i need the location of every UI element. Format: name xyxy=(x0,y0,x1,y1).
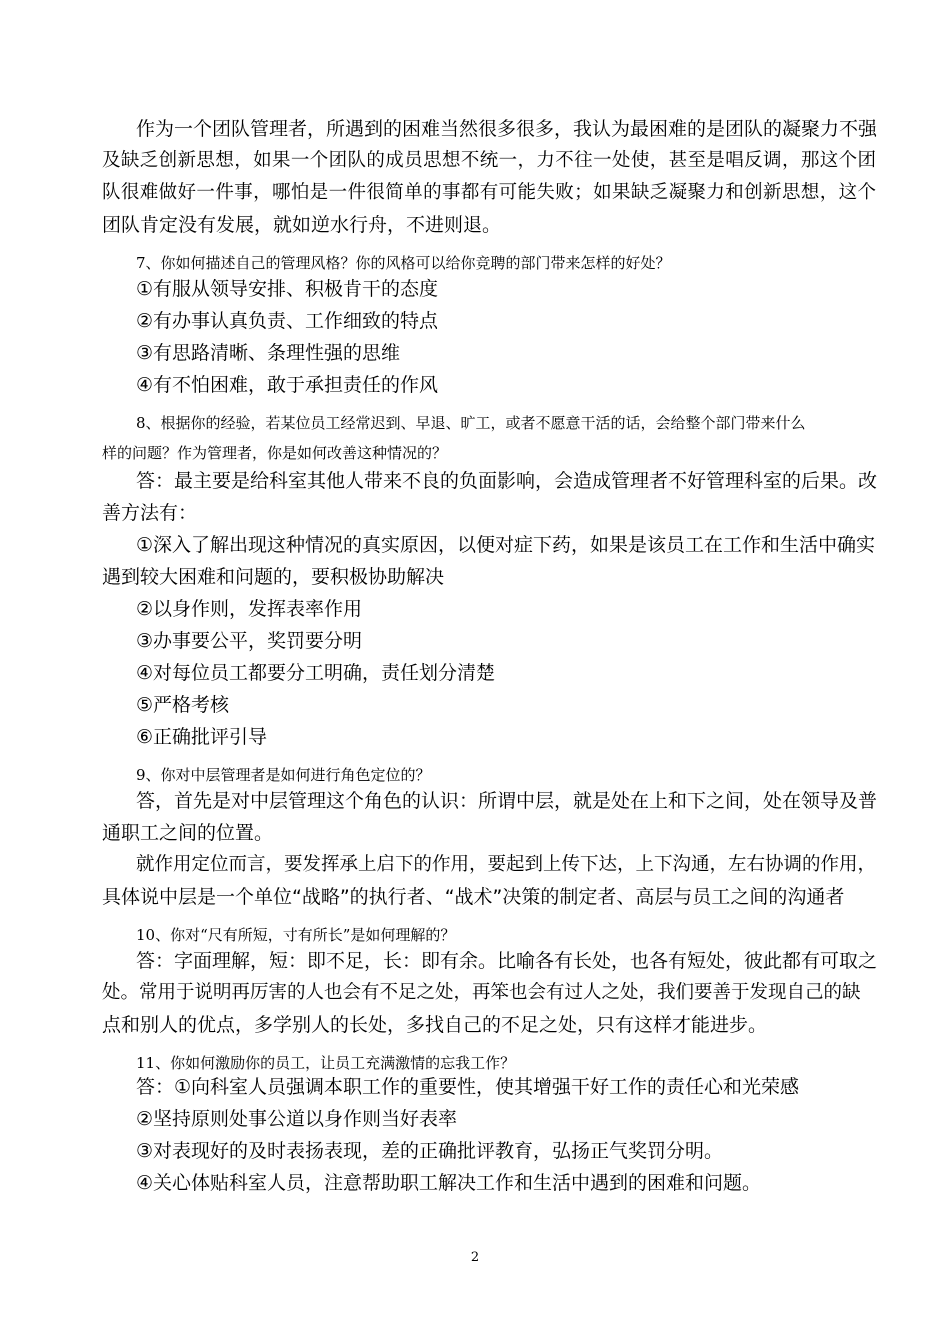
answer-line: 通职工之间的位置。 xyxy=(102,822,274,844)
question-heading: 9、你对中层管理者是如何进行角色定位的？ xyxy=(136,766,431,784)
list-item: ④关心体贴科室人员，注意帮助职工解决工作和生活中遇到的困难和问题。 xyxy=(136,1172,762,1194)
list-item: ①深入了解出现这种情况的真实原因，以便对症下药，如果是该员工在工作和生活中确实 xyxy=(136,534,876,556)
question-heading: 8、根据你的经验，若某位员工经常迟到、早退、旷工，或者不愿意干活的话，会给整个部门带来什么 xyxy=(136,414,806,432)
answer-line: 答，首先是对中层管理这个角色的认识：所谓中层，就是处在上和下之间，处在领导及普 xyxy=(136,790,878,812)
list-item: ⑥正确批评引导 xyxy=(136,726,268,748)
answer-line: 点和别人的优点，多学别人的长处，多找自己的不足之处，只有这样才能进步。 xyxy=(102,1014,768,1036)
answer-line: 答：最主要是给科室其他人带来不良的负面影响，会造成管理者不好管理科室的后果。改 xyxy=(136,470,878,492)
list-item: ②坚持原则处事公道以身作则当好表率 xyxy=(136,1108,458,1130)
list-item: ③办事要公平，奖罚要分明 xyxy=(136,630,363,652)
question-heading: 11、你如何激励你的员工，让员工充满激情的忘我工作？ xyxy=(136,1054,516,1072)
answer-line: 善方法有： xyxy=(102,502,198,524)
question-heading: 样的问题？作为管理者，你是如何改善这种情况的？ xyxy=(102,444,448,462)
list-item: ②有办事认真负责、工作细致的特点 xyxy=(136,310,439,332)
answer-line: 答：①向科室人员强调本职工作的重要性，使其增强干好工作的责任心和光荣感 xyxy=(136,1076,800,1098)
paragraph-line: 队很难做好一件事，哪怕是一件很简单的事都有可能失败；如果缺乏凝聚力和创新思想，这个 xyxy=(102,182,876,203)
page-number: 2 xyxy=(470,1250,480,1265)
list-item: ①有服从领导安排、积极肯干的态度 xyxy=(136,278,439,300)
paragraph-line: 及缺乏创新思想，如果一个团队的成员思想不统一，力不往一处使，甚至是唱反调，那这个团 xyxy=(102,150,876,171)
answer-line: 处。常用于说明再厉害的人也会有不足之处，再笨也会有过人之处，我们要善于发现自己的缺 xyxy=(102,982,861,1003)
answer-line: 答：字面理解，短：即不足，长：即有余。比喻各有长处，也各有短处，彼此都有可取之 xyxy=(136,950,878,972)
list-item: ③对表现好的及时表扬表现，差的正确批评教育，弘扬正气奖罚分明。 xyxy=(136,1140,724,1162)
question-heading: 7、你如何描述自己的管理风格？你的风格可以给你竞聘的部门带来怎样的好处？ xyxy=(136,254,671,272)
list-item: ②以身作则，发挥表率作用 xyxy=(136,598,363,620)
answer-line: 就作用定位而言，要发挥承上启下的作用，要起到上传下达，上下沟通，左右协调的作用， xyxy=(136,854,877,875)
list-item: ③有思路清晰、条理性强的思维 xyxy=(136,342,401,364)
list-item: ④有不怕困难，敢于承担责任的作风 xyxy=(136,374,439,396)
answer-line: 具体说中层是一个单位“战略”的执行者、“战术”决策的制定者、高层与员工之间的沟通者 xyxy=(102,886,845,908)
question-heading: 10、你对“尺有所短，寸有所长”是如何理解的？ xyxy=(136,926,456,944)
paragraph-line: 团队肯定没有发展，就如逆水行舟，不进则退。 xyxy=(102,214,502,236)
list-item: ④对每位员工都要分工明确，责任划分清楚 xyxy=(136,662,496,684)
paragraph-line: 作为一个团队管理者，所遇到的困难当然很多很多，我认为最困难的是团队的凝聚力不强 xyxy=(136,118,878,140)
list-item: ⑤严格考核 xyxy=(136,694,230,716)
list-item: 遇到较大困难和问题的，要积极协助解决 xyxy=(102,566,445,588)
